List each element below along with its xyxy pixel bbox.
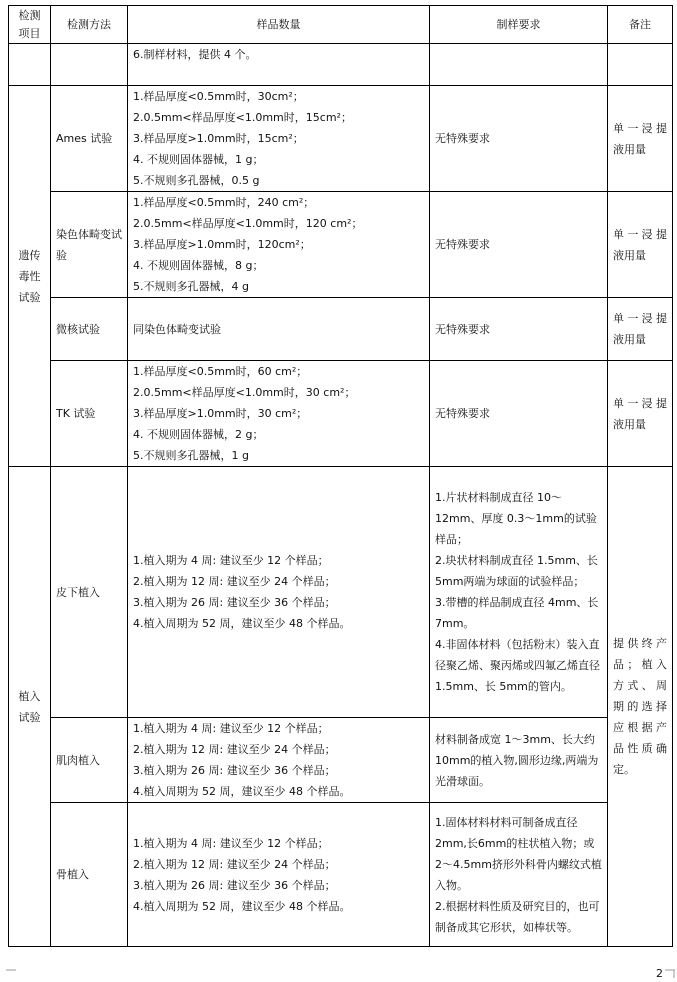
method-name: 染色体畸变试验 bbox=[51, 192, 128, 298]
cell-preparation: 无特殊要求 bbox=[430, 86, 608, 192]
corner-mark-icon bbox=[6, 968, 16, 978]
cell-quantity: 1.植入期为 4 周: 建议至少 12 个样品； 2.植入期为 12 周: 建议至少 24 个样品； 3.植入期为 26 周: 建议至少 36 个样品； 4.植入周期为 52 周，建议至少 48 个样品。 bbox=[128, 803, 430, 947]
test-requirements-table bbox=[8, 5, 673, 947]
cell-quantity: 1.植入期为 4 周: 建议至少 12 个样品； 2.植入期为 12 周: 建议至少 24 个样品； 3.植入期为 26 周: 建议至少 36 个样品； 4.植入周期为 52 周，建议至少 48 个样品。 bbox=[128, 718, 430, 803]
cell-remarks: 单一浸提液用量 bbox=[608, 86, 673, 192]
cell-remarks-implant: 提供终产品；植入方式、周期的选择应根据产品性质确定。 bbox=[608, 467, 673, 947]
cell-quantity: 同染色体畸变试验 bbox=[128, 298, 430, 361]
table-row bbox=[9, 361, 673, 467]
method-name: Ames 试验 bbox=[51, 86, 128, 192]
method-name: 骨植入 bbox=[51, 803, 128, 947]
page-number: 2 bbox=[656, 967, 663, 980]
cell-remarks: 单一浸提液用量 bbox=[608, 298, 673, 361]
method-name: TK 试验 bbox=[51, 361, 128, 467]
cell-quantity: 1.样品厚度<0.5mm时，60 cm²； 2.0.5mm<样品厚度<1.0mm时，30 cm²； 3.样品厚度>1.0mm时，30 cm²； 4. 不规则固体器械，2 g； 5.不规则多孔器械，1 g bbox=[128, 361, 430, 467]
cell-preparation: 无特殊要求 bbox=[430, 298, 608, 361]
header-remarks: 备注 bbox=[608, 6, 673, 44]
header-preparation: 制样要求 bbox=[430, 6, 608, 44]
cell-preparation: 材料制备成宽 1～3mm、长大约 10mm的植入物,圆形边缘,两端为光滑球面。 bbox=[430, 718, 608, 803]
category-implant: 植入 试验 bbox=[9, 467, 51, 947]
table-row bbox=[9, 803, 673, 947]
header-item: 检测 项目 bbox=[9, 6, 51, 44]
header-row bbox=[9, 6, 673, 44]
cell-quantity bbox=[128, 44, 430, 86]
method-name: 皮下植入 bbox=[51, 467, 128, 718]
quantity-line: 6.制样材料，提供 4 个。 bbox=[133, 48, 257, 61]
table-row bbox=[9, 192, 673, 298]
header-quantity: 样品数量 bbox=[128, 6, 430, 44]
cell-remarks: 单一浸提液用量 bbox=[608, 192, 673, 298]
cell-quantity: 1.样品厚度<0.5mm时，240 cm²； 2.0.5mm<样品厚度<1.0mm时，120 cm²； 3.样品厚度>1.0mm时，120cm²； 4. 不规则固体器械，8 g； 5.不规则多孔器械，4 g bbox=[128, 192, 430, 298]
cell-quantity: 1.植入期为 4 周: 建议至少 12 个样品； 2.植入期为 12 周: 建议至少 24 个样品； 3.植入期为 26 周: 建议至少 36 个样品； 4.植入周期为 52 周，建议至少 48 个样品。 bbox=[128, 467, 430, 718]
cell-preparation: 无特殊要求 bbox=[430, 192, 608, 298]
table-row bbox=[9, 298, 673, 361]
corner-mark-icon bbox=[665, 968, 675, 978]
table-row bbox=[9, 86, 673, 192]
table-row bbox=[9, 718, 673, 803]
cell-preparation: 无特殊要求 bbox=[430, 361, 608, 467]
cell-remarks: 单一浸提液用量 bbox=[608, 361, 673, 467]
table-row bbox=[9, 467, 673, 718]
header-method: 检测方法 bbox=[51, 6, 128, 44]
continuation-row bbox=[9, 44, 673, 86]
method-name: 微核试验 bbox=[51, 298, 128, 361]
category-genotox: 遗传 毒性 试验 bbox=[9, 86, 51, 467]
method-name: 肌肉植入 bbox=[51, 718, 128, 803]
cell-quantity: 1.样品厚度<0.5mm时，30cm²； 2.0.5mm<样品厚度<1.0mm时，15cm²； 3.样品厚度>1.0mm时，15cm²； 4. 不规则固体器械，1 g； 5.不规则多孔器械，0.5 g bbox=[128, 86, 430, 192]
cell-preparation: 1.片状材料制成直径 10～12mm、厚度 0.3～1mm的试验样品； 2.块状材料制成直径 1.5mm、长 5mm两端为球面的试验样品； 3.带槽的样品制成直径 4mm、长 7mm。 4.非固体材料（包括粉末）装入直径聚乙烯、聚丙烯或四氟乙烯直径 1.5mm、长 5mm的管内。 bbox=[430, 467, 608, 718]
cell-preparation: 1.固体材料材料可制备成直径2mm,长6mm的柱状植入物；或 2～4.5mm挤形外科骨内螺纹式植入物。 2.根据材料性质及研究目的，也可制备成其它形状，如棒状等。 bbox=[430, 803, 608, 947]
